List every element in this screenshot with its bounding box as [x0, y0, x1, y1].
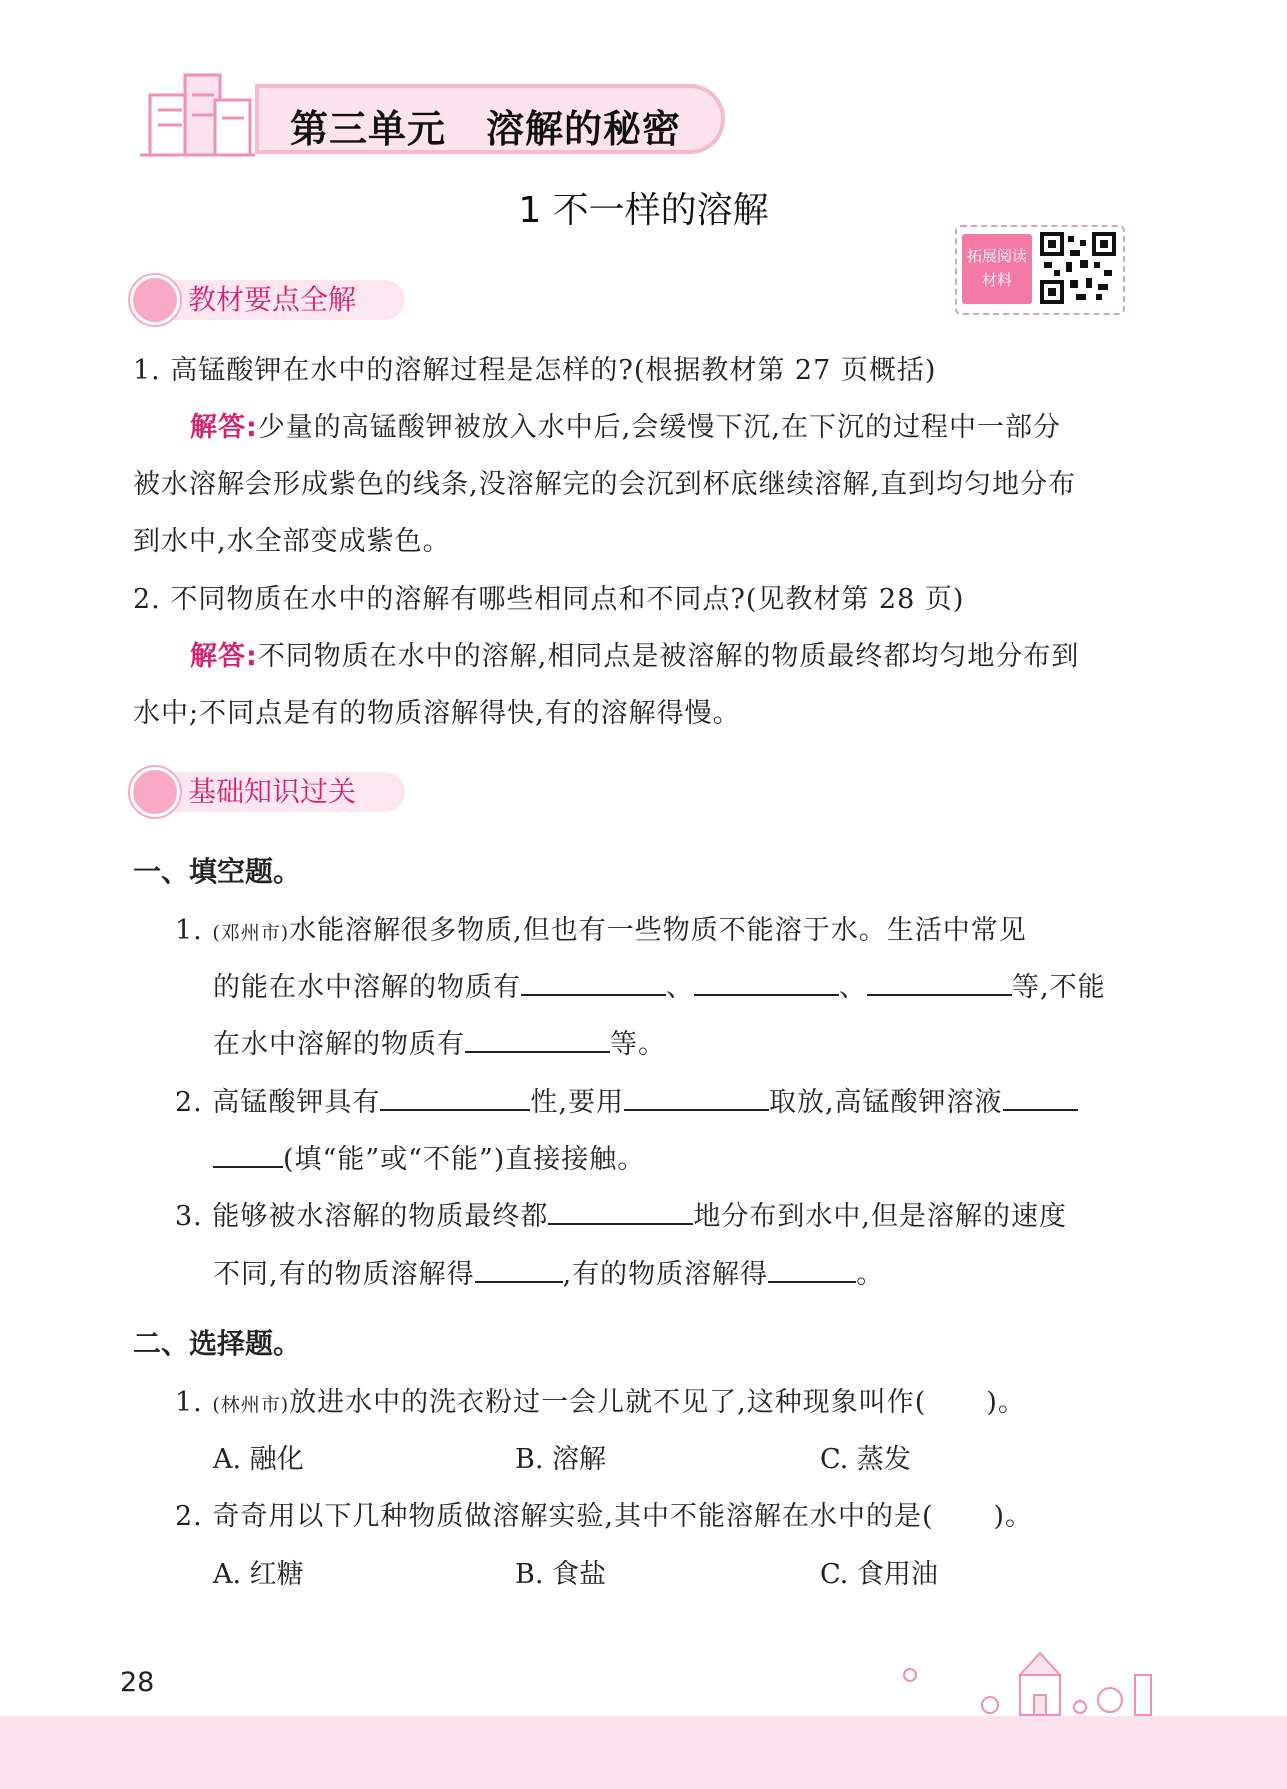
question-2: 2. 不同物质在水中的溶解有哪些相同点和不同点?(见教材第 28 页)	[133, 584, 965, 615]
fill-question-3-line-2: 不同,有的物质溶解得 ,有的物质溶解得 。	[213, 1259, 885, 1290]
answer-blank[interactable]	[213, 1142, 283, 1168]
answer-2-line-2: 水中;不同点是有的物质溶解得快,有的溶解得慢。	[133, 698, 741, 729]
unit-title: 第三单元 溶解的秘密	[290, 107, 682, 151]
answer-blank[interactable]	[548, 1199, 693, 1225]
building-illustration-icon	[130, 60, 260, 170]
answer-blank[interactable]	[521, 970, 666, 996]
answer-blank[interactable]	[867, 970, 1012, 996]
section-mascot-icon	[130, 275, 180, 325]
fill-question-2-line-1: 2. 高锰酸钾具有 性,要用 取放,高锰酸钾溶液	[175, 1080, 1078, 1119]
choice-1-option-a[interactable]: A. 融化	[213, 1444, 304, 1475]
answer-blank[interactable]	[694, 970, 839, 996]
choice-1-option-b[interactable]: B. 溶解	[515, 1444, 607, 1475]
answer-blank[interactable]	[1003, 1085, 1078, 1111]
answer-blank[interactable]	[624, 1085, 769, 1111]
qr-label: 拓展阅读 材料	[962, 234, 1032, 304]
section-header-key-points: 教材要点全解	[188, 283, 357, 316]
fill-question-1-line-1: 1. (邓州市)水能溶解很多物质,但也有一些物质不能溶于水。生活中常见	[175, 915, 1027, 946]
choice-2-option-c[interactable]: C. 食用油	[820, 1559, 938, 1590]
answer-2-line-1: 解答:不同物质在水中的溶解,相同点是被溶解的物质最终都均匀地分布到	[190, 641, 1080, 672]
choice-heading: 二、选择题。	[133, 1327, 302, 1360]
fill-question-1-line-2: 的能在水中溶解的物质有 、 、 等,不能	[213, 972, 1106, 1003]
section-mascot-icon	[130, 767, 180, 817]
answer-blank[interactable]	[380, 1085, 530, 1111]
answer-blank[interactable]	[465, 1027, 610, 1053]
choice-1-option-c[interactable]: C. 蒸发	[820, 1444, 911, 1475]
answer-1-line-2: 被水溶解会形成紫色的线条,没溶解完的会沉到杯底继续溶解,直到均匀地分布	[133, 469, 1077, 500]
fill-question-1-line-3: 在水中溶解的物质有 等。	[213, 1029, 666, 1060]
castle-illustration-icon	[880, 1645, 1180, 1720]
fill-question-2-line-2: (填“能”或“不能”)直接接触。	[213, 1137, 645, 1176]
choice-2-option-b[interactable]: B. 食盐	[515, 1559, 607, 1590]
fill-question-3-line-1: 3. 能够被水溶解的物质最终都 地分布到水中,但是溶解的速度	[175, 1201, 1067, 1232]
section-header-basics: 基础知识过关	[188, 775, 357, 808]
answer-1-line-1: 解答:少量的高锰酸钾被放入水中后,会缓慢下沉,在下沉的过程中一部分	[190, 412, 1061, 443]
question-1: 1. 高锰酸钾在水中的溶解过程是怎样的?(根据教材第 27 页概括)	[133, 355, 937, 386]
answer-blank[interactable]	[768, 1257, 856, 1283]
fill-blank-heading: 一、填空题。	[133, 855, 302, 888]
choice-question-1: 1. (林州市)放进水中的洗衣粉过一会儿就不见了,这种现象叫作( )。	[175, 1387, 1026, 1418]
qr-code-icon[interactable]	[1040, 232, 1116, 304]
choice-2-option-a[interactable]: A. 红糖	[213, 1559, 304, 1590]
page-number: 28	[120, 1667, 155, 1698]
answer-blank[interactable]	[475, 1257, 563, 1283]
footer-band	[0, 1716, 1287, 1789]
lesson-title: 1 不一样的溶解	[518, 190, 769, 231]
choice-question-2: 2. 奇奇用以下几种物质做溶解实验,其中不能溶解在水中的是( )。	[175, 1501, 1034, 1532]
answer-1-line-3: 到水中,水全部变成紫色。	[133, 526, 451, 557]
